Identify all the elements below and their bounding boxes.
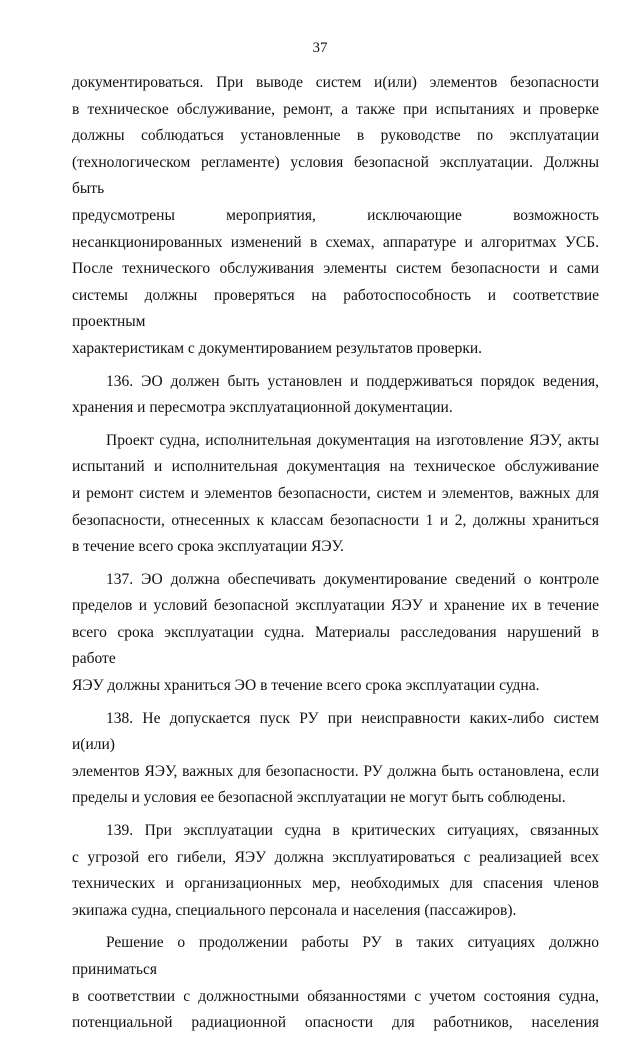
text-line: характеристикам с документированием результатов проверки. [72,339,483,357]
page-number: 37 [312,40,328,56]
text-line: в соответствии с должностными обязанностями с учетом состояния судна, [72,987,599,1005]
text-line: потенциальной радиационной опасности для работников, населения [72,1014,599,1032]
text-line: технических и организационных мер, необходимых для спасения членов [72,875,599,893]
text-line: 137. ЭО должна обеспечивать документирование сведений о контроле [106,570,599,588]
text-line: Проект судна, исполнительная документация на изготовление ЯЭУ, акты [106,431,599,449]
text-line: и ремонт систем и элементов безопасности, систем и элементов, важных для [72,484,599,502]
text-line: Решение о продолжении работы РУ в таких ситуациях должно приниматься [72,934,599,978]
paragraph-decision [72,930,599,1036]
paragraph-project-docs [72,428,599,561]
text-line: элементов ЯЭУ, важных для безопасности. РУ должна быть остановлена, если [72,762,599,780]
text-line: должны соблюдаться установленные в руководстве по эксплуатации [72,127,599,145]
text-line: с угрозой его гибели, ЯЭУ должна эксплуатироваться с реализацией всех [72,848,599,866]
text-line: системы должны проверяться на работоспособность и соответствие проектным [72,286,599,331]
text-line: всего срока эксплуатации судна. Материалы расследования нарушений в работе [72,623,599,668]
paragraph-136 [72,369,599,422]
paragraph-139 [72,818,599,924]
paragraph-continuation [72,70,599,363]
text-line: 136. ЭО должен быть установлен и поддерживаться порядок ведения, [106,372,599,390]
text-line: в течение всего срока эксплуатации ЯЭУ. [72,538,344,556]
text-line: в техническое обслуживание, ремонт, а также при испытаниях и проверке [72,100,599,118]
document-body [72,70,599,1037]
text-line: безопасности, отнесенных к классам безопасности 1 и 2, должны храниться [72,511,599,529]
text-line: пределов и условий безопасной эксплуатации ЯЭУ и хранение их в течение [72,597,599,615]
text-line: (технологическом регламенте) условия безопасной эксплуатации. Должны быть [72,153,599,198]
text-line: ЯЭУ должны храниться ЭО в течение всего срока эксплуатации судна. [72,677,540,695]
text-line: 138. Не допускается пуск РУ при неисправности каких-либо систем и(или) [72,709,599,754]
text-line: хранения и пересмотра эксплуатационной документации. [72,399,453,417]
text-line: испытаний и исполнительная документация на техническое обслуживание [72,458,599,476]
text-line: предусмотрены мероприятия, исключающие возможность [72,206,599,224]
text-line: После технического обслуживания элементы систем безопасности и сами [72,260,599,278]
text-line: 139. При эксплуатации судна в критических ситуациях, связанных [106,822,599,840]
text-line: экипажа судна, специального персонала и населения (пассажиров). [72,901,517,919]
text-line: документироваться. При выводе систем и(или) элементов безопасности [72,74,599,91]
paragraph-138 [72,706,599,812]
text-line: пределы и условия ее безопасной эксплуатации не могут быть соблюдены. [72,789,566,807]
paragraph-137 [72,567,599,700]
text-line: несанкционированных изменений в схемах, аппаратуре и алгоритмах УСБ. [72,233,599,251]
